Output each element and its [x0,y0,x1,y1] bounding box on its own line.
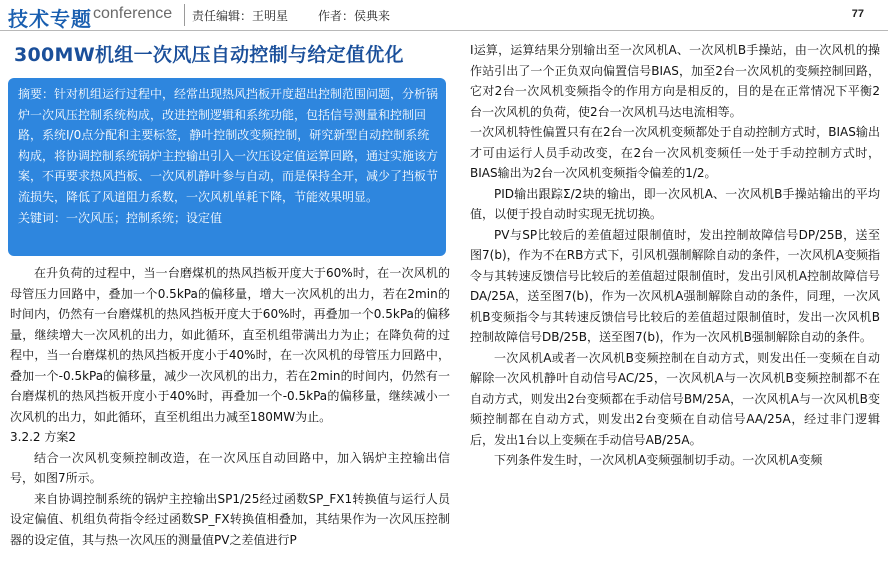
column-brand-english: conference [93,5,173,22]
body-paragraph: 一次风机A或者一次风机B变频控制在自动方式，则发出任一变频在自动解除一次风机静叶自动信号AC/25，一次风机A与一次风机B变频控制都不在自动方式，则发出2台变频都在手动信号BM/25A，一次风机A与一次风机B变频控制都在自动方式，则发出2台变频在自动信号AA/25A，经过非门逻辑后，发出1台以上变频在手动信号AB/25A。 [470,350,880,447]
page-number: 77 [851,8,864,20]
article-author: 作者：侯典来 [318,9,391,23]
column-brand: 技术专题 [8,7,92,31]
keywords-text: 关键词：一次风压；控制系统；设定值 [18,210,223,225]
left-column [10,263,450,550]
header-divider [184,4,185,26]
responsible-editor: 责任编辑：王明星 [192,9,289,23]
article-title: 300MW机组一次风压自动控制与给定值优化 [14,44,404,66]
body-paragraph: PV与SP比较后的差值超过限制值时，发出控制故障信号DP/25B，送至图7(b)，作为不在RB方式下，引风机强制解除自动的条件，一次风机A变频指令与其转速反馈信号比较后的差值超过限制值时，发出引风机A控制故障信号DA/25A，送至图7(b)，作为一次风机A强制解除自动的条件，同理，一次风机B变频指令与其转速反馈信号比较后的差值超过限制值时，发出一次风机B控制故障信号DB/25B，送至图7(b)，作为一次风机B强制解除自动的条件。 [470,227,880,344]
body-paragraph: 下列条件发生时，一次风机A变频强制切手动。一次风机A变频 [494,453,823,467]
body-paragraph: 在升负荷的过程中，当一台磨煤机的热风挡板开度大于60%时，在一次风机的母管压力回路中，叠加一个0.5kPa的偏移量，增大一次风机的出力，若在2min的时间内，仍然有一台磨煤机的热风挡板开度大于60%时，再叠加一个0.5kPa的偏移量，继续增大一次风机的出力，如此循环，直至机组带满出力为止；在降负荷的过程中，当一台磨煤机的热风挡板开度小于40%时，在一次风机的母管压力回路中，叠加一个-0.5kPa的偏移量，减少一次风机的出力，若在2min的时间内，仍然有一台磨煤机的热风挡板开度小于40%时，再叠加一个-0.5kPa的偏移量，继续减小一次风机的出力，如此循环，直至机组出力减至180MW为止。 [10,266,450,424]
right-column [470,40,880,471]
body-paragraph: 一次风机特性偏置只有在2台一次风机变频都处于自动控制方式时，BIAS输出才可由运行人员手动改变，在2台一次风机变频任一处于手动控制方式时，BIAS输出为2台一次风机变频指令偏差的1/2。 [470,125,880,180]
page-header [0,0,888,31]
abstract-text: 摘要：针对机组运行过程中，经常出现热风挡板开度超出控制范围问题，分析锅炉一次风压控制系统构成，改进控制逻辑和系统功能，包括信号测量和控制回路，系统I/0点分配和主要标签，静叶控制改变频控制，研究新型自动控制系统构成，将协调控制系统锅炉主控输出引入一次压设定值运算回路，通过实施该方案，不再要求热风挡板、一次风机静叶参与自动，而是保持全开，减少了挡板节流损失，降低了风道阻力系数，一次风机单耗下降，节能效果明显。 [18,87,439,204]
body-paragraph: 结合一次风机变频控制改造，在一次风压自动回路中，加入锅炉主控输出信号，如图7所示。 [10,450,450,485]
section-heading: 3.2.2 方案2 [10,430,76,444]
body-paragraph: PID输出跟踪Σ/2块的输出，即一次风机A、一次风机B手操站输出的平均值，以便于投自动时实现无扰切换。 [470,186,880,221]
abstract-box [8,78,446,256]
body-paragraph: 来自协调控制系统的锅炉主控输出SP1/25经过函数SP_FX1转换值与运行人员设定偏值、机组负荷指令经过函数SP_FX转换值相叠加，其结果作为一次风压控制器的设定值，其与热一次风压的测量值PV之差值进行P [10,491,450,547]
body-paragraph: I运算，运算结果分别输出至一次风机A、一次风机B手操站，由一次风机的操作站引出了一个正负双向偏置信号BIAS，加至2台一次风机的变频控制回路，它对2台一次风机变频指令的作用方向是相反的，目的是在正常情况下平衡2台一次风机的负荷，使2台一次风机马达电流相等。 [470,43,880,119]
